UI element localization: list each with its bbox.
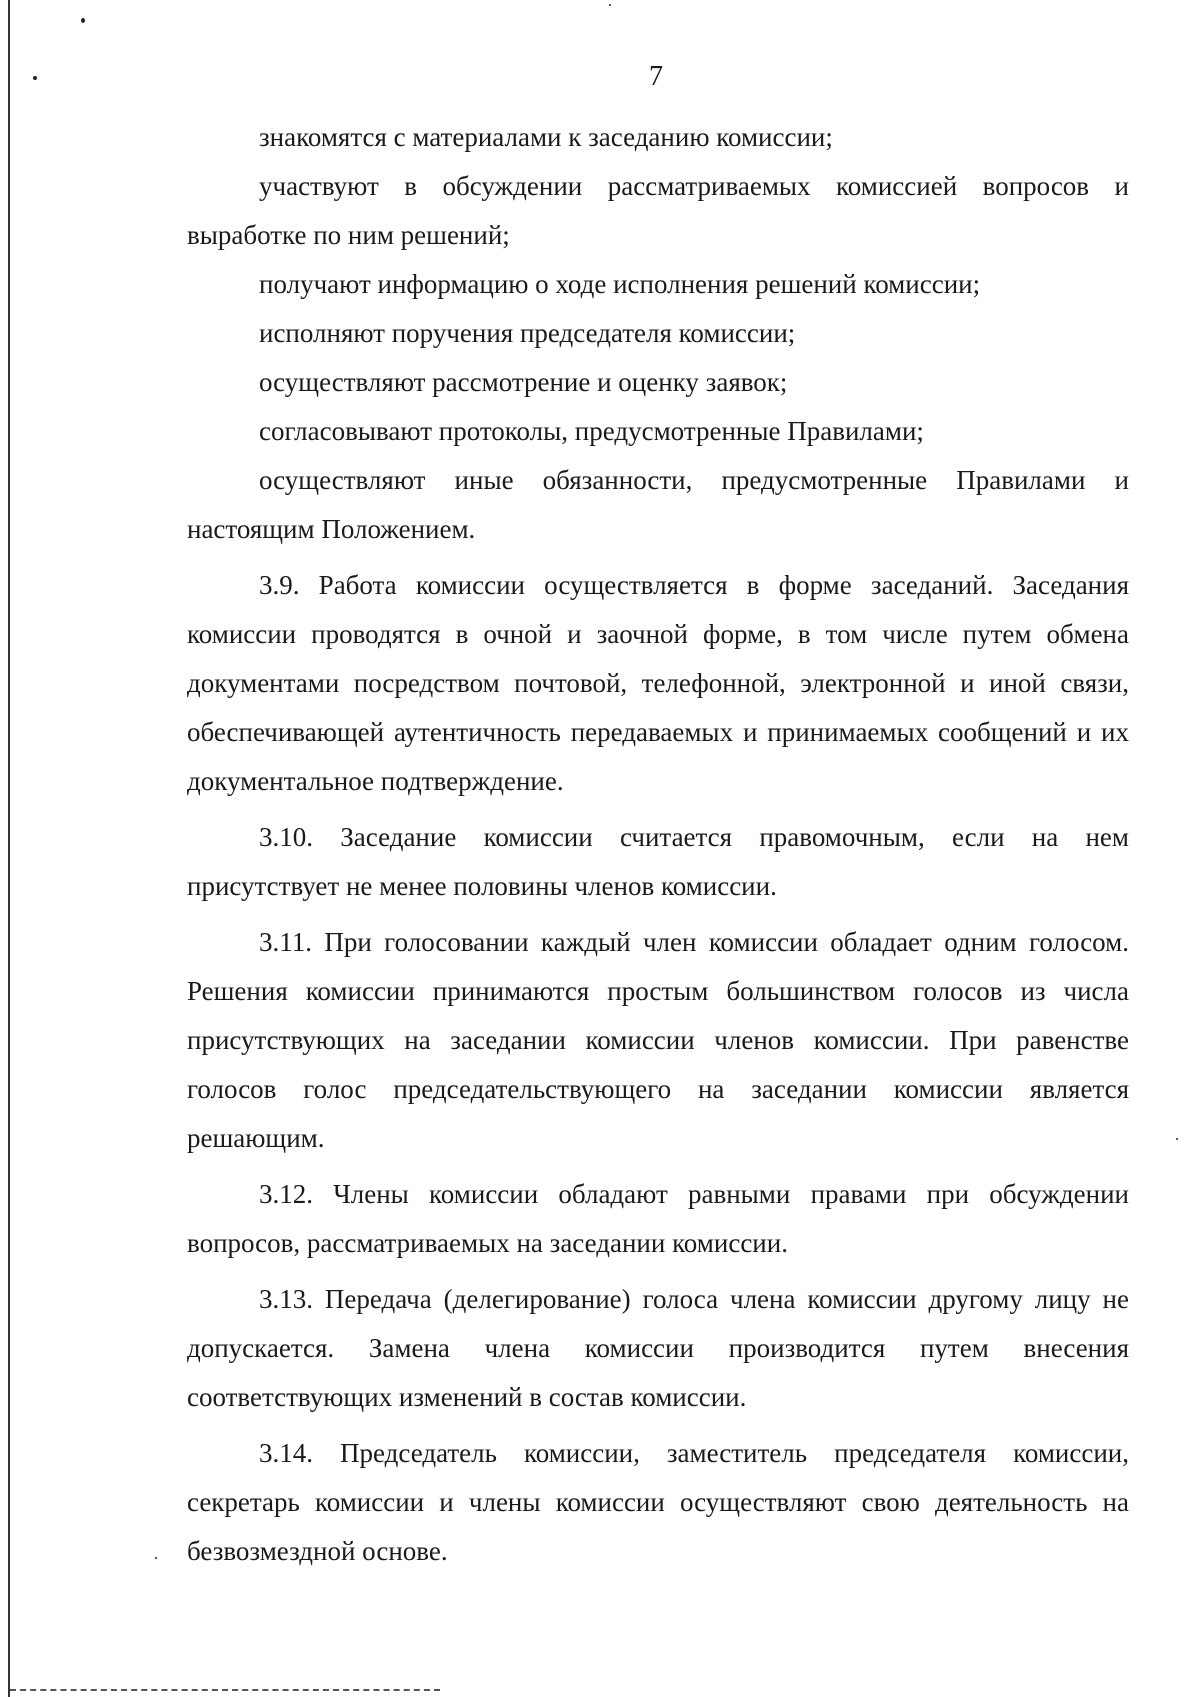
paragraph: согласовывают протоколы, предусмотренные Правилами; (259, 416, 924, 446)
paragraph: 3.14. Председатель комиссии, заместитель председателя комиссии, секретарь комиссии и члены комиссии осуществляют свою деятельность на безвозмездной основе. (187, 1438, 1129, 1566)
scan-left-edge (8, 0, 10, 1697)
paragraph: 3.12. Члены комиссии обладают равными правами при обсуждении вопросов, рассматриваемых на заседании комиссии. (187, 1179, 1129, 1258)
scan-speck (609, 4, 611, 6)
paragraph: 3.10. Заседание комиссии считается правомочным, если на нем присутствует не менее половины членов комиссии. (187, 822, 1129, 901)
paragraph: 3.11. При голосовании каждый член комиссии обладает одним голосом. Решения комиссии принимаются простым большинством голосов из числа присутствующих на заседании комиссии членов комиссии. При равенстве голосов голос председательствующего на заседании комиссии является решающим. (187, 927, 1129, 1153)
scan-speck (81, 18, 85, 23)
paragraph: осуществляют иные обязанности, предусмотренные Правилами и настоящим Положением. (187, 465, 1129, 544)
paragraph: получают информацию о ходе исполнения решений комиссии; (259, 269, 981, 299)
paragraph: участвуют в обсуждении рассматриваемых комиссией вопросов и выработке по ним решений; (187, 171, 1129, 250)
paragraph: 3.9. Работа комиссии осуществляется в форме заседаний. Заседания комиссии проводятся в очной и заочной форме, в том числе путем обмена документами посредством почтовой, телефонной, электронной и иной связи, обеспечивающей аутентичность передаваемых и принимаемых сообщений и их документальное подтверждение. (187, 570, 1129, 796)
paragraph: знакомятся с материалами к заседанию комиссии; (259, 122, 833, 152)
scan-speck (155, 1557, 157, 1559)
scan-speck (1176, 1138, 1178, 1140)
scan-bottom-dash (10, 1689, 440, 1691)
paragraph: осуществляют рассмотрение и оценку заявок; (259, 367, 788, 397)
page-number: 7 (649, 61, 663, 92)
paragraph: 3.13. Передача (делегирование) голоса члена комиссии другому лицу не допускается. Замена члена комиссии производится путем внесения соответствующих изменений в состав комиссии. (187, 1284, 1129, 1412)
paragraph: исполняют поручения председателя комиссии; (259, 318, 796, 348)
body-text (187, 113, 1129, 1576)
